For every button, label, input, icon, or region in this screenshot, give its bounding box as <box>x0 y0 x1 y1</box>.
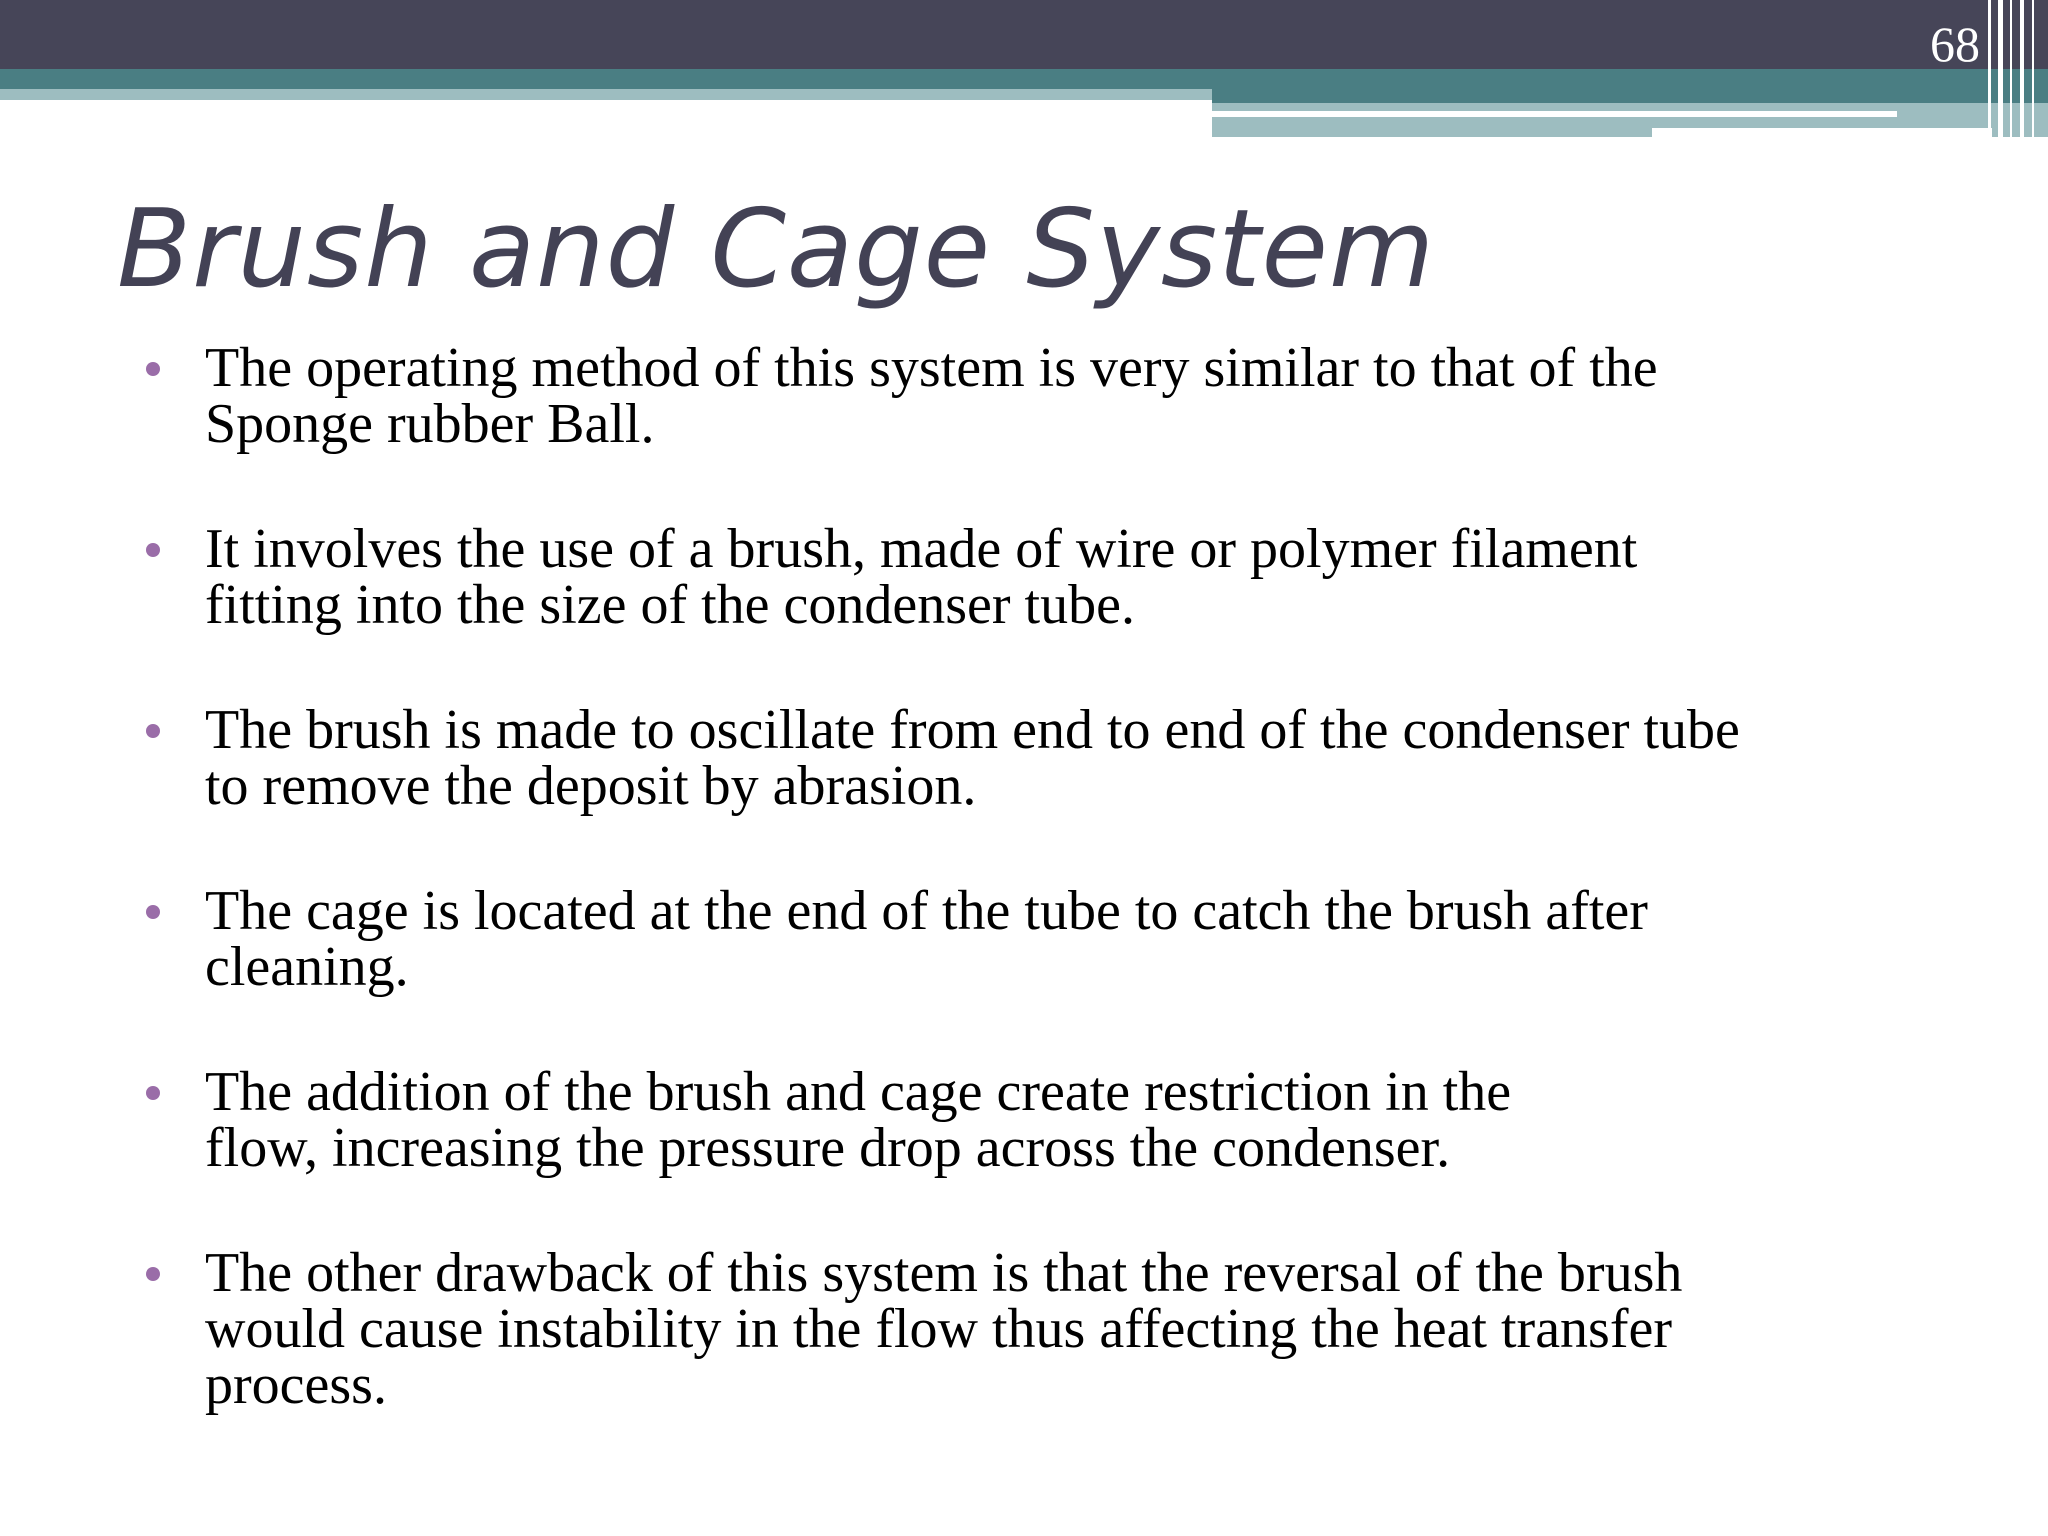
bullet-marker-icon <box>146 1267 160 1281</box>
bullet-marker-icon <box>146 724 160 738</box>
page-number: 68 <box>1930 16 1980 72</box>
bullet-text: It involves the use of a brush, made of wire or polymer filament fitting into the size of the condenser tube. <box>205 518 1638 636</box>
header-vertical-line <box>1998 0 2003 137</box>
header-accent-line <box>1212 111 1897 117</box>
bullet-marker-icon <box>146 905 160 919</box>
header-vertical-line <box>2020 0 2024 137</box>
slide-title: Brush and Cage System <box>117 187 1436 312</box>
bullet-text: The cage is located at the end of the tube to catch the brush after cleaning. <box>205 880 1648 998</box>
bullet-text: The operating method of this system is very similar to that of the Sponge rubber Ball. <box>205 337 1658 455</box>
header-vertical-line <box>2032 0 2034 137</box>
header-bar-teal-right <box>1212 89 2048 103</box>
header-accent-line-short <box>1652 128 1992 137</box>
bullet-marker-icon <box>146 362 160 376</box>
bullet-text: The other drawback of this system is that the reversal of the brush would cause instability in the flow thus affecting the heat transfer process. <box>205 1242 1683 1416</box>
bullet-text: The brush is made to oscillate from end to end of the condenser tube to remove the deposit by abrasion. <box>205 699 1740 817</box>
bullet-marker-icon <box>146 543 160 557</box>
header-vertical-line <box>1988 0 1991 137</box>
header-bar-dark <box>0 0 2048 69</box>
bullet-text: The addition of the brush and cage create restriction in the flow, increasing the pressure drop across the condenser. <box>205 1061 1512 1179</box>
bullet-marker-icon <box>146 1086 160 1100</box>
header-bar-teal <box>0 69 2048 89</box>
header-vertical-line <box>2010 0 2012 137</box>
header-bar-light-left <box>0 89 1212 100</box>
